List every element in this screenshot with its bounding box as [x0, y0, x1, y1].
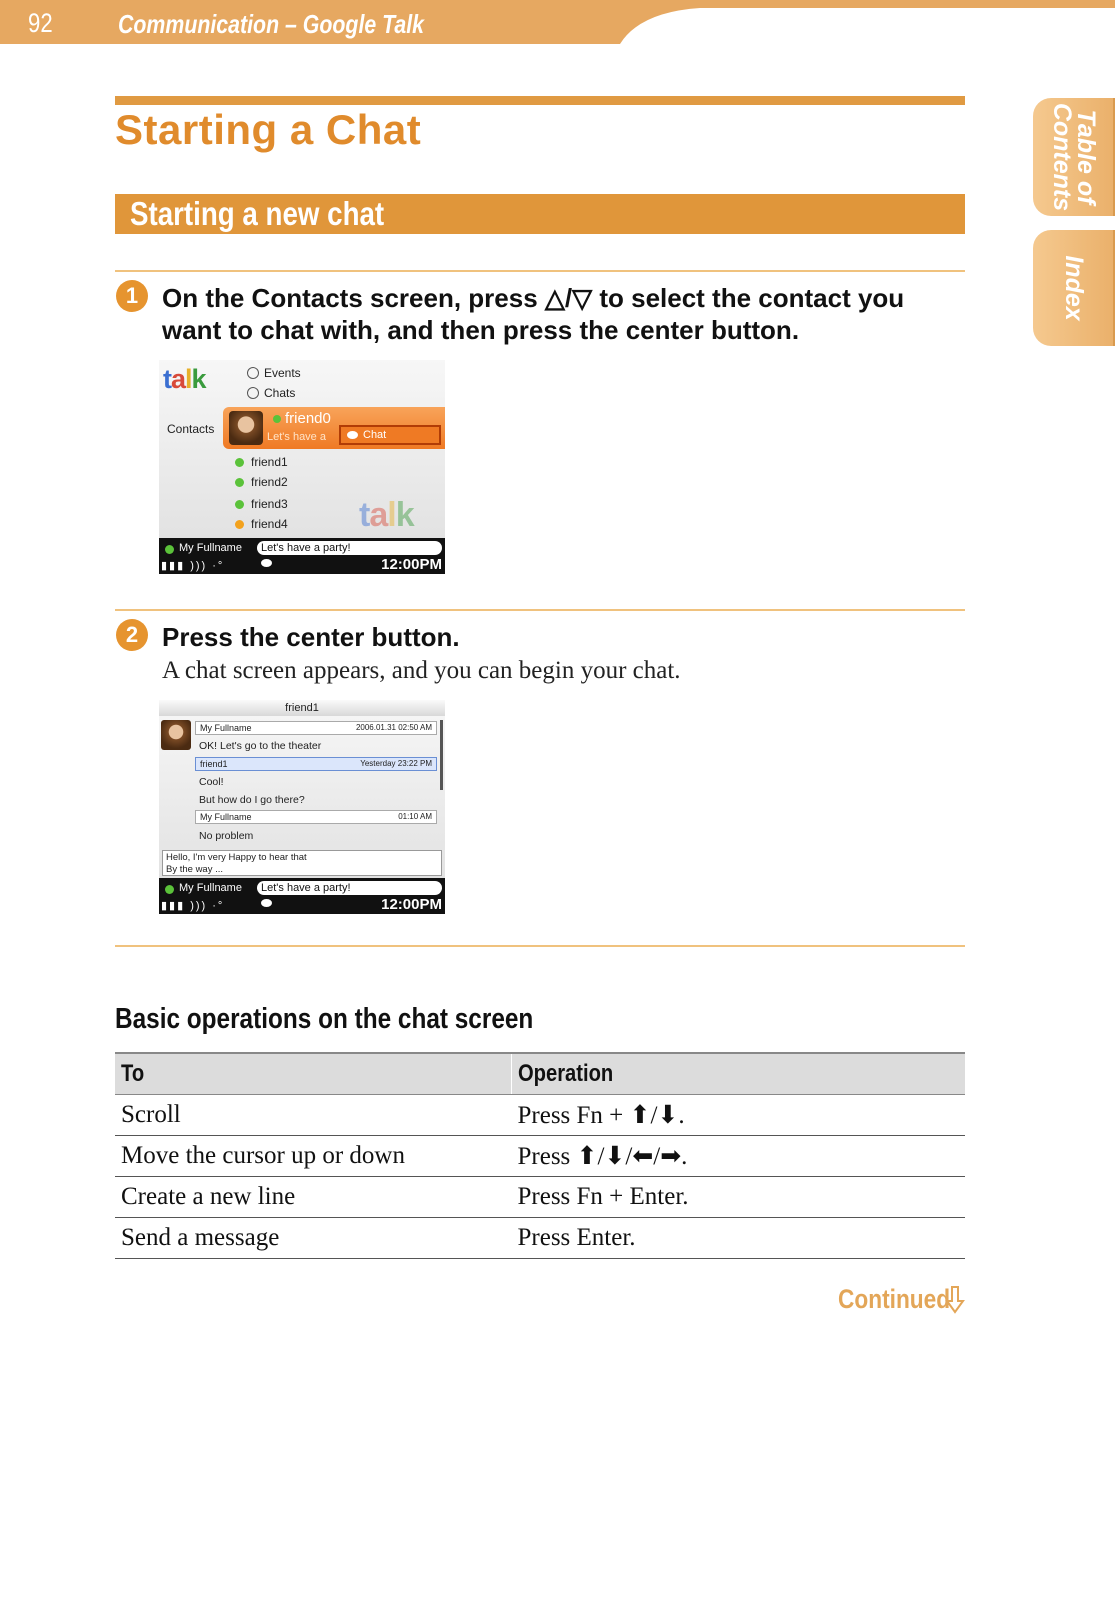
selected-contact-name: friend0: [285, 410, 331, 427]
contact-item: friend3: [251, 497, 288, 511]
chat-bubble-icon: [261, 899, 272, 907]
status-name: My Fullname: [179, 882, 242, 894]
message-line: OK! Let's go to the theater: [199, 740, 322, 752]
contacts-screen-screenshot: [159, 360, 445, 574]
menu-events: Events: [247, 366, 301, 380]
index-tab[interactable]: [1033, 230, 1115, 346]
step-1-text: On the Contacts screen, press △/▽ to select the contact you want to chat with, and then press the center button.: [162, 283, 905, 345]
basic-operations-heading: Basic operations on the chat screen: [115, 1003, 534, 1035]
chat-input: Hello, I'm very Happy to hear that By the way ...: [162, 850, 442, 876]
page-number: 92: [28, 8, 53, 38]
table-row: Create a new line Press Fn + Enter.: [115, 1176, 965, 1217]
table-row: Send a message Press Enter.: [115, 1217, 965, 1258]
divider: [115, 945, 965, 947]
table-header-row: [115, 1053, 965, 1094]
status-message: Let's have a party!: [257, 881, 442, 895]
table-row: Scroll Press Fn + ⬆/⬇.: [115, 1094, 965, 1135]
step-1-number: 1: [116, 280, 148, 312]
step-2-title: Press the center button.: [162, 622, 460, 652]
message-line: No problem: [199, 830, 254, 842]
divider: [115, 609, 965, 611]
status-message: Let's have a party!: [257, 541, 442, 555]
contacts-label: Contacts: [167, 422, 215, 436]
online-status-icon: [235, 478, 244, 487]
subheading-bar: [115, 194, 965, 234]
title-rule: [115, 96, 965, 105]
page-title: Starting a Chat: [115, 106, 422, 153]
continued-label: Continued: [838, 1284, 951, 1314]
subheading: Starting a new chat: [130, 195, 385, 232]
table-of-contents-tab[interactable]: [1033, 98, 1115, 216]
column-header: To: [115, 1053, 511, 1094]
table-row: Move the cursor up or down Press ⬆/⬇/⬅/➡.: [115, 1135, 965, 1176]
operations-table: [115, 1052, 965, 1259]
online-status-icon: [273, 415, 281, 423]
clock: 12:00PM: [381, 556, 442, 573]
battery-wifi-icons: ▮▮▮ ))) ·°: [161, 560, 225, 572]
toc-tab-label: Table of Contents: [1048, 102, 1100, 212]
chat-screen-screenshot: [159, 700, 445, 914]
column-header: Operation: [511, 1053, 965, 1094]
talk-watermark: talk: [359, 496, 414, 534]
online-status-icon: [235, 500, 244, 509]
selected-contact-row: [223, 407, 445, 449]
message-header: My Fullname 2006.01.31 02:50 AM: [195, 721, 437, 735]
page-header: [0, 0, 1115, 46]
chat-button: Chat: [339, 425, 441, 445]
online-status-icon: [165, 885, 174, 894]
scrollbar: [440, 720, 443, 790]
talk-logo: talk: [163, 364, 206, 394]
selected-contact-status: Let's have a: [267, 431, 326, 443]
menu-chats: Chats: [247, 386, 295, 400]
status-bar: [159, 878, 445, 914]
step-2-body: A chat screen appears, and you can begin your chat.: [162, 657, 681, 684]
arrow-down-icon: [945, 1286, 965, 1314]
contact-item: friend2: [251, 475, 288, 489]
chat-bubble-icon: [247, 387, 259, 399]
online-status-icon: [235, 458, 244, 467]
chat-bubble-icon: [261, 559, 272, 567]
battery-wifi-icons: ▮▮▮ ))) ·°: [161, 900, 225, 912]
status-bar: [159, 538, 445, 574]
contact-item: friend4: [251, 517, 288, 531]
section-title: Communication – Google Talk: [118, 9, 425, 39]
online-status-icon: [165, 545, 174, 554]
avatar: [229, 411, 263, 445]
divider: [115, 270, 965, 272]
message-line: Cool!: [199, 776, 224, 788]
away-status-icon: [235, 520, 244, 529]
message-header: friend1 Yesterday 23:22 PM: [195, 757, 437, 771]
avatar: [161, 720, 191, 750]
message-header: My Fullname 01:10 AM: [195, 810, 437, 824]
info-icon: [247, 367, 259, 379]
step-2-number: 2: [116, 619, 148, 651]
contact-item: friend1: [251, 455, 288, 469]
message-line: But how do I go there?: [199, 794, 305, 806]
chat-header: friend1: [159, 700, 445, 716]
clock: 12:00PM: [381, 896, 442, 913]
index-tab-label: Index: [1060, 255, 1088, 321]
status-name: My Fullname: [179, 542, 242, 554]
